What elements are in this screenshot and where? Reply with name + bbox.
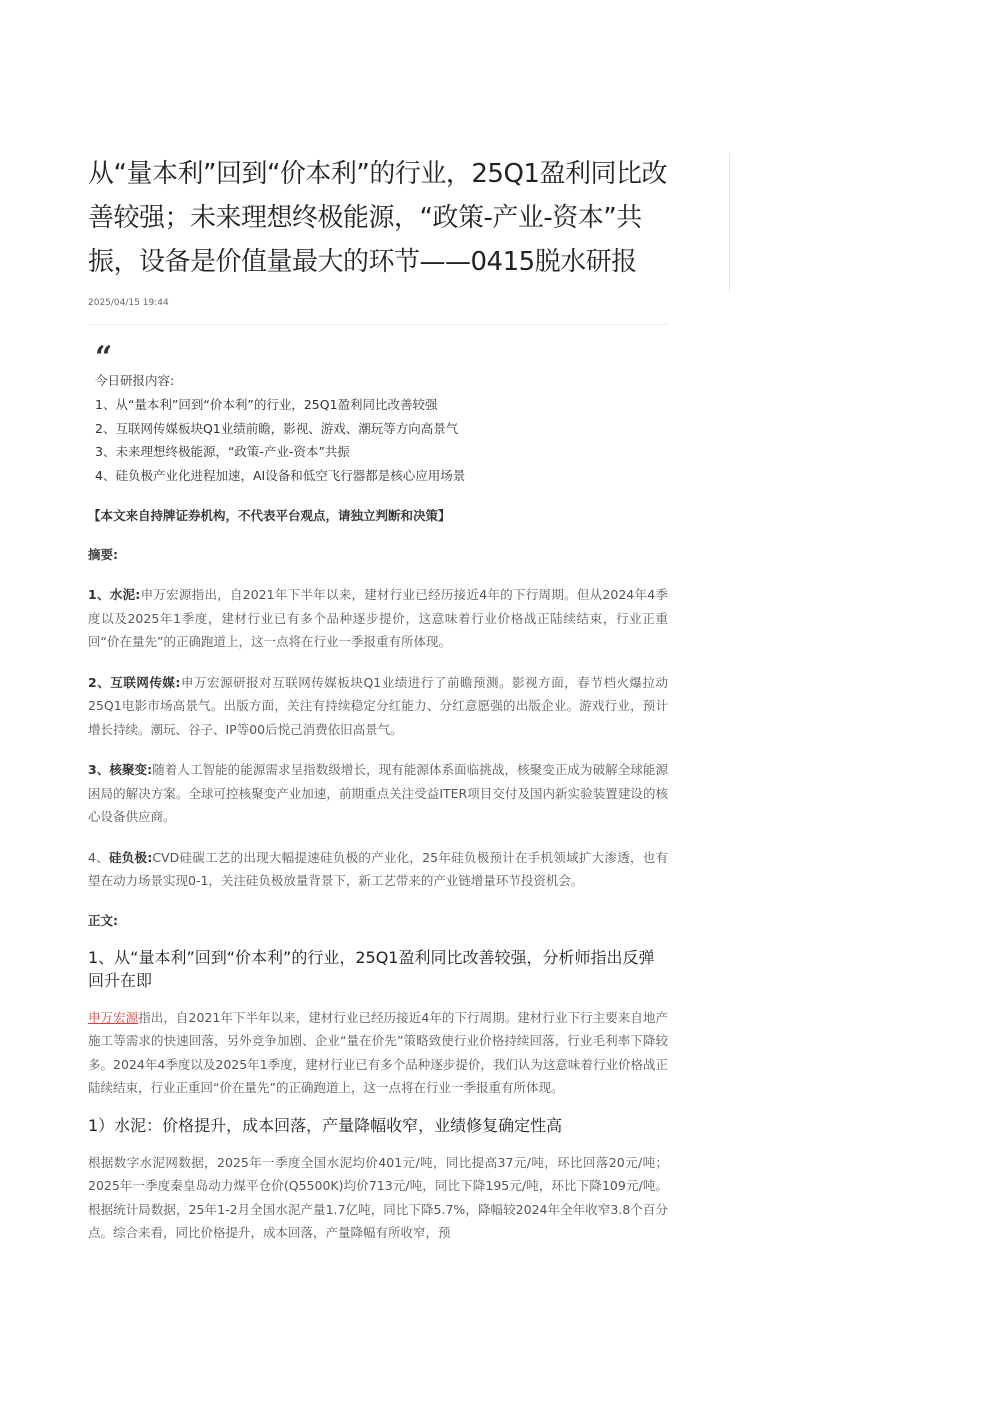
- summary-lead: 3、核聚变:: [88, 762, 153, 777]
- disclaimer: 【本文来自持牌证券机构，不代表平台观点，请独立判断和决策】: [88, 508, 451, 523]
- body-label: 正文:: [88, 912, 118, 928]
- summary-text: 申万宏源研报对互联网传媒板块Q1业绩进行了前瞻预测。影视方面，春节档火爆拉动25Q1电影市场高景气。出版方面，关注有持续稳定分红能力、分红意愿强的出版企业。游戏行业，预计增长持续。潮玩、谷子、IP等00后悦己消费依旧高景气。: [88, 674, 668, 737]
- quote-intro: 今日研报内容:: [95, 373, 175, 388]
- quote-icon: “: [95, 340, 113, 375]
- summary-quote-box: [88, 340, 668, 487]
- quote-item: 3、未来理想终极能源，“政策-产业-资本”共振: [95, 444, 350, 459]
- publish-date: 2025/04/15 19:44: [88, 298, 169, 308]
- summary-text: CVD硅碳工艺的出现大幅提速硅负极的产业化，25年硅负极预计在手机领域扩大渗透，也有望在动力场景实现0-1，关注硅负极放量背景下，新工艺带来的产业链增量环节投资机会。: [88, 849, 669, 888]
- quote-list: [95, 393, 668, 487]
- summary-lead: 1、水泥:: [88, 587, 141, 602]
- section-text: 指出，自2021年下半年以来，建材行业已经历接近4年的下行周期。建材行业下行主要来自地产施工等需求的快速回落，另外竞争加剧、企业“量在价先”策略致使行业价格持续回落，行业毛利率下降较多。2024年4季度以及2025年1季度，建材行业已有多个品种逐步提价，我们认为这意味着行业价格战正陆续结束，行业正重回“价在量先”的正确跑道上，这一点将在行业一季报重有所体现。: [88, 1009, 668, 1095]
- summary-text: 申万宏源指出，自2021年下半年以来，建材行业已经历接近4年的下行周期。但从2024年4季度以及2025年1季度，建材行业已有多个品种逐步提价，这意味着行业价格战正陆续结束，行业正重回“价在量先”的正确跑道上，这一点将在行业一季报重有所体现。: [88, 587, 668, 649]
- section-paragraph: [88, 1006, 668, 1100]
- subsection-heading: 1）水泥：价格提升，成本回落，产量降幅收窄，业绩修复确定性高: [88, 1115, 563, 1135]
- subsection-paragraph: 根据数字水泥网数据，2025年一季度全国水泥均价401元/吨，同比提高37元/吨，环比回落20元/吨；2025年一季度秦皇岛动力煤平仓价(Q5500K)均价713元/吨，同比下降195元/吨，环比下降109元/吨。根据统计局数据，25年1-2月全国水泥产量1.7亿吨，同比下降5.7%，降幅较2024年全年收窄3.8个百分点。综合来看，同比价格提升，成本回落，产量降幅有所收窄，预: [88, 1154, 668, 1240]
- sidebar-divider: [729, 153, 730, 293]
- summary-paragraph: [88, 758, 668, 829]
- quote-item: 4、硅负极产业化进程加速，AI设备和低空飞行器都是核心应用场景: [95, 467, 466, 483]
- institution-link[interactable]: 申万宏源: [88, 1009, 139, 1025]
- summary-label: 摘要:: [88, 547, 118, 562]
- summary-lead-prefix: 4、: [88, 849, 109, 865]
- quote-item: 2、互联网传媒板块Q1业绩前瞻，影视、游戏、潮玩等方向高景气: [95, 420, 459, 436]
- summary-paragraph: [88, 583, 668, 654]
- article-title: 从“量本利”回到“价本利”的行业，25Q1盈利同比改善较强；未来理想终极能源，“政策-产业-资本”共振，设备是价值量最大的环节——0415脱水研报: [88, 159, 667, 277]
- summary-paragraph: [88, 846, 668, 893]
- quote-item: 1、从“量本利”回到“价本利”的行业，25Q1盈利同比改善较强: [95, 397, 438, 412]
- section-heading: 1、从“量本利”回到“价本利”的行业，25Q1盈利同比改善较强，分析师指出反弹回升在即: [88, 947, 655, 990]
- summary-lead: 2、互联网传媒:: [88, 674, 181, 690]
- summary-lead: 硅负极:: [109, 849, 153, 865]
- summary-text: 随着人工智能的能源需求呈指数级增长，现有能源体系面临挑战，核聚变正成为破解全球能源困局的解决方案。全球可控核聚变产业加速，前期重点关注受益ITER项目交付及国内新实验装置建设的核心设备供应商。: [88, 762, 668, 824]
- summary-paragraph: [88, 671, 668, 742]
- article: [88, 152, 668, 1245]
- header-divider: [88, 324, 668, 325]
